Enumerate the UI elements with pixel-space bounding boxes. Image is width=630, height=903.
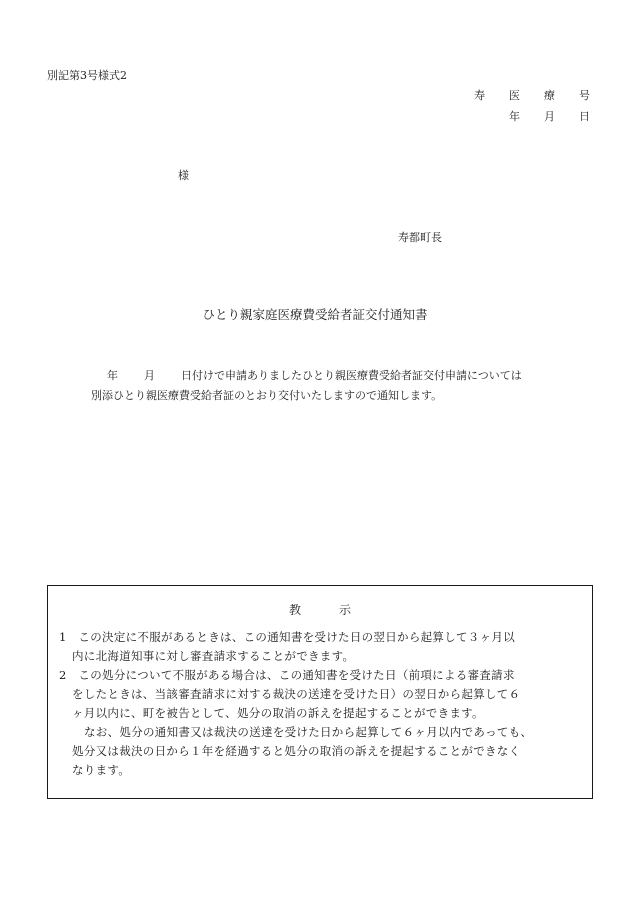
body-line-1-text: 日付けで申請ありましたひとり親医療費受給者証交付申請については xyxy=(181,369,522,382)
body-line-1 xyxy=(107,367,522,383)
notice-line: なお、処分の通知書又は裁決の送達を受けた日から起算して６ヶ月以内であっても、 xyxy=(84,725,533,739)
date-day: 日 xyxy=(579,110,590,123)
form-number: 別記第3号様式2 xyxy=(47,69,127,82)
notice-line: 1 この決定に不服があるときは、この通知書を受けた日の翌日から起算して３ヶ月以 xyxy=(59,630,516,644)
notice-heading: 教示 xyxy=(288,603,389,617)
notice-line: ヶ月以内に、町を被告として、処分の取消の訴えを提起することができます。 xyxy=(72,706,484,720)
doc-number-char: 療 xyxy=(544,89,555,102)
doc-number-char: 号 xyxy=(579,89,590,102)
notice-line: 処分又は裁決の日から１年を経過すると処分の取消の訴えを提起することができなく xyxy=(72,744,521,758)
date-year: 年 xyxy=(509,110,520,123)
doc-number-char: 寿 xyxy=(474,89,485,102)
body-date-month: 月 xyxy=(144,369,155,382)
document-number xyxy=(474,87,590,103)
body-date-year: 年 xyxy=(107,369,118,382)
date-month: 月 xyxy=(544,110,555,123)
addressee-suffix: 様 xyxy=(178,169,189,182)
issuer-name: 寿都町長 xyxy=(398,231,442,244)
notice-line: なります。 xyxy=(72,763,131,777)
doc-number-char: 医 xyxy=(509,89,520,102)
document-date xyxy=(509,108,590,124)
notice-line: 内に北海道知事に対し審査請求することができます。 xyxy=(72,649,355,663)
notice-box xyxy=(47,585,593,799)
body-line-2: 別添ひとり親医療費受給者証のとおり交付いたしますので通知します。 xyxy=(91,389,443,402)
notice-line: をしたときは、当該審査請求に対する裁決の送達を受けた日）の翌日から起算して６ xyxy=(72,687,521,701)
notice-line: 2 この処分について不服がある場合は、この通知書を受けた日（前項による審査請求 xyxy=(59,668,515,682)
document-title: ひとり親家庭医療費受給者証交付通知書 xyxy=(202,307,428,322)
